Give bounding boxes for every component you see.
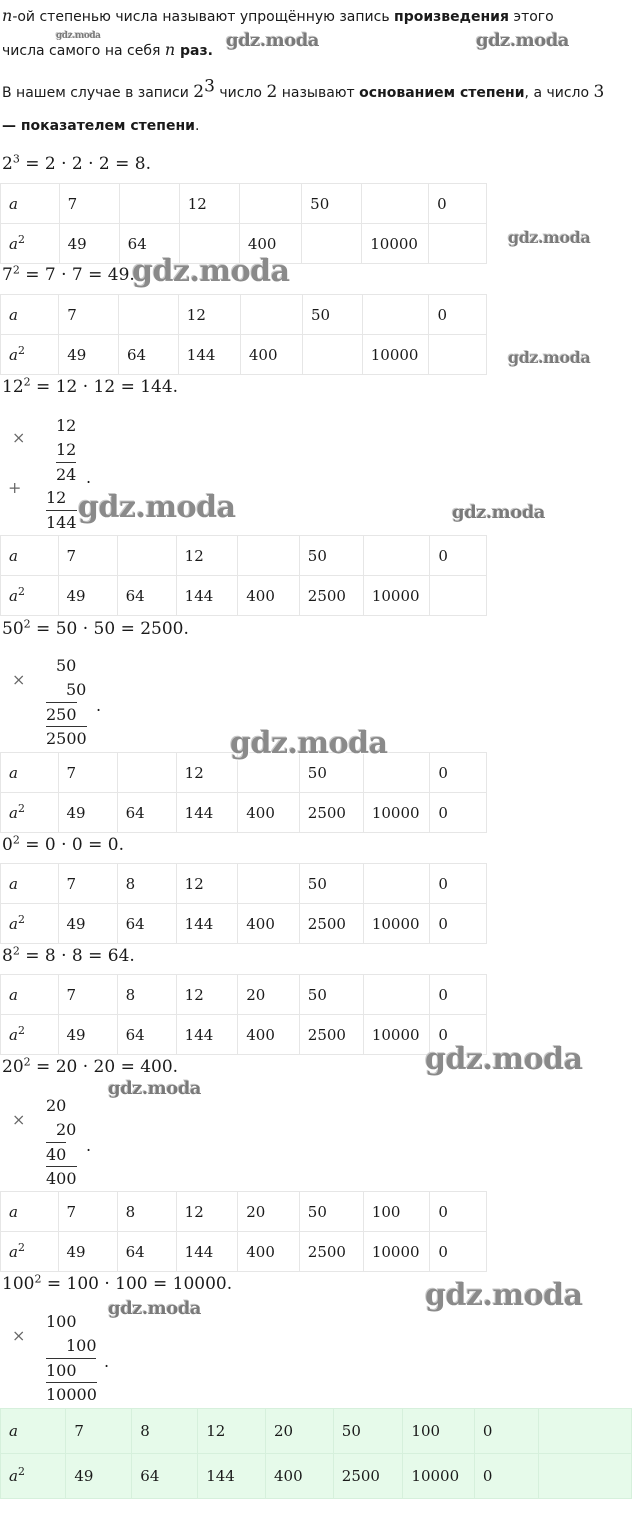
table-cell: 12 (178, 295, 240, 335)
row-label: a (1, 184, 60, 224)
table-cell (362, 184, 429, 224)
table-cell: 0 (430, 536, 487, 576)
table-cell: 64 (117, 1015, 176, 1055)
table-cell: 12 (176, 536, 238, 576)
row-label: a (1, 975, 59, 1015)
watermark-text: gdz.moda (108, 1298, 201, 1319)
table-cell: 0 (430, 1192, 487, 1232)
table-cell: 12 (176, 1192, 238, 1232)
powers-table-3 (0, 535, 487, 616)
row-label: a (1, 536, 59, 576)
eq-rest: = 7 · 7 = 49. (19, 265, 135, 285)
factor-a: 12 (56, 416, 77, 435)
intro-bold: произведения (394, 9, 509, 25)
partial-1: 100 (46, 1358, 96, 1383)
table-cell: 49 (58, 576, 117, 616)
factor-b: 100 (66, 1336, 97, 1355)
table-row (1, 1232, 487, 1272)
table-cell: 64 (117, 1232, 176, 1272)
eq-exp: 2 (34, 1272, 42, 1286)
table-cell: 12 (176, 753, 238, 793)
table-cell: 10000 (362, 224, 429, 264)
table-cell (363, 536, 430, 576)
table-cell: 100 (403, 1409, 474, 1454)
p2-text-a: В нашем случае в записи (2, 85, 194, 101)
table-cell: 20 (238, 975, 300, 1015)
table-cell (363, 864, 430, 904)
table-cell: 49 (66, 1454, 132, 1499)
table-cell (429, 335, 487, 375)
p2-bold-2: — показателем степени (2, 118, 195, 134)
table-cell (302, 224, 362, 264)
powers-table-5 (0, 863, 487, 944)
table-cell: 50 (299, 975, 363, 1015)
intro-text-end: этого (508, 9, 554, 25)
watermark-text: gdz.moda (508, 228, 591, 247)
row-label: a (1, 1409, 66, 1454)
table-cell: 12 (176, 864, 238, 904)
table-cell: 0 (430, 904, 487, 944)
intro-text: -ой степенью числа называют упрощённую запись (12, 9, 395, 25)
times-sign: × (12, 1110, 26, 1129)
table-cell: 144 (176, 904, 238, 944)
table-cell: 49 (58, 793, 117, 833)
table-cell (240, 295, 302, 335)
table-cell: 144 (176, 1232, 238, 1272)
row-label: $a^2$ (1, 1015, 59, 1055)
table-cell: 12 (176, 975, 238, 1015)
watermark-text: gdz.moda (132, 254, 290, 289)
table-cell: 0 (430, 753, 487, 793)
eq-rest: = 20 · 20 = 400. (30, 1057, 179, 1077)
dot: . (104, 1352, 110, 1371)
table-cell: 7 (58, 864, 117, 904)
table-cell: 10000 (403, 1454, 474, 1499)
factor-a: 100 (46, 1312, 77, 1331)
table-cell (362, 295, 429, 335)
table-cell (429, 224, 487, 264)
eq-base: 7 (2, 265, 13, 285)
table-row (1, 1409, 632, 1454)
table-cell: 0 (430, 864, 487, 904)
intro-text-2: числа самого на себя (2, 43, 165, 59)
watermark-text: gdz.moda (230, 726, 388, 761)
p2-base: 2 (193, 82, 205, 102)
table-cell: 7 (58, 975, 117, 1015)
watermark-text: gdz.moda (226, 30, 319, 51)
table-cell-empty (538, 1409, 631, 1454)
row-label: $a^2$ (1, 904, 59, 944)
table-cell: 400 (238, 793, 300, 833)
intro-paragraph-1 (2, 6, 622, 27)
p2-bold-1: основанием степени (359, 85, 525, 101)
partial-1: 250 (46, 702, 77, 727)
row-label: $a^2$ (1, 1232, 59, 1272)
partial-1: 40 (46, 1142, 66, 1167)
table-cell: 50 (299, 1192, 363, 1232)
table-row (1, 536, 487, 576)
table-cell (363, 975, 430, 1015)
row-label: $a^2$ (1, 576, 59, 616)
table-cell: 7 (59, 295, 119, 335)
eq-base: 20 (2, 1057, 24, 1077)
result: 144 (46, 510, 77, 535)
plus-sign: + (8, 478, 22, 497)
eq-base: 8 (2, 946, 13, 966)
watermark-text: gdz.moda (108, 1078, 201, 1099)
table-row (1, 1192, 487, 1232)
table-row (1, 864, 487, 904)
table-cell: 400 (239, 224, 301, 264)
table-cell: 7 (66, 1409, 132, 1454)
partial-2: 12 (46, 488, 67, 507)
intro-paragraph-2-end (2, 116, 199, 136)
dot: . (86, 468, 92, 487)
table-cell (119, 295, 179, 335)
table-cell: 0 (430, 1015, 487, 1055)
row-label: a (1, 753, 59, 793)
eq-base: 0 (2, 835, 13, 855)
p2-num-2: 3 (593, 82, 605, 102)
table-cell: 20 (266, 1409, 334, 1454)
table-cell: 64 (117, 576, 176, 616)
result: 400 (46, 1166, 77, 1191)
table-cell: 49 (59, 335, 119, 375)
factor-b: 50 (66, 680, 87, 699)
powers-table-final (0, 1408, 632, 1499)
equation-0-squared (2, 835, 124, 855)
table-cell: 400 (238, 904, 300, 944)
row-label: a (1, 864, 59, 904)
p2-text-b: число (214, 85, 267, 101)
table-cell: 400 (240, 335, 302, 375)
row-label: $a^2$ (1, 224, 60, 264)
watermark-text: gdz.moda (425, 1042, 583, 1077)
eq-rest: = 0 · 0 = 0. (19, 835, 124, 855)
eq-rest: = 100 · 100 = 10000. (41, 1274, 233, 1294)
factor-a: 20 (46, 1096, 67, 1115)
table-cell: 50 (302, 184, 362, 224)
table-cell (117, 536, 176, 576)
equation-8-squared (2, 946, 135, 966)
table-cell: 144 (198, 1454, 266, 1499)
p2-exp: 3 (204, 76, 215, 97)
table-cell: 2500 (333, 1454, 403, 1499)
equation-12-squared (2, 377, 178, 397)
intro-bold-2: раз. (175, 43, 213, 59)
var-n: n (2, 6, 13, 25)
eq-exp: 3 (12, 152, 20, 166)
table-cell: 10000 (362, 335, 429, 375)
p2-num: 2 (266, 82, 278, 102)
table-cell: 2500 (299, 576, 363, 616)
table-cell: 2500 (299, 904, 363, 944)
table-row (1, 793, 487, 833)
watermark-text: gdz.moda (56, 31, 101, 41)
table-cell: 400 (238, 576, 300, 616)
eq-rest: = 50 · 50 = 2500. (30, 619, 189, 639)
watermark-text: gdz.moda (476, 30, 569, 51)
table-cell: 49 (58, 1232, 117, 1272)
eq-rest: = 12 · 12 = 144. (30, 377, 179, 397)
table-cell: 0 (474, 1454, 538, 1499)
eq-exp: 2 (12, 263, 20, 277)
table-cell: 400 (266, 1454, 334, 1499)
table-cell (302, 335, 362, 375)
table-cell: 2500 (299, 1015, 363, 1055)
table-row (1, 1454, 632, 1499)
result: 10000 (46, 1382, 97, 1407)
table-cell: 0 (429, 184, 487, 224)
table-cell (119, 184, 179, 224)
dot: . (86, 1136, 92, 1155)
table-cell: 49 (58, 904, 117, 944)
eq-base: 100 (2, 1274, 35, 1294)
equation-7-squared (2, 265, 135, 285)
table-cell: 7 (58, 536, 117, 576)
eq-rest: = 8 · 8 = 64. (19, 946, 135, 966)
watermark-text: gdz.moda (425, 1278, 583, 1313)
table-cell: 0 (430, 793, 487, 833)
p2-text-c: называют (277, 85, 360, 101)
times-sign: × (12, 1326, 26, 1345)
table-cell: 49 (58, 1015, 117, 1055)
eq-rest: = 2 · 2 · 2 = 8. (19, 154, 152, 174)
powers-table-1 (0, 183, 487, 264)
table-row (1, 1015, 487, 1055)
table-cell: 50 (302, 295, 362, 335)
table-cell: 10000 (363, 1232, 430, 1272)
table-row (1, 184, 487, 224)
table-cell: 64 (117, 904, 176, 944)
table-cell: 64 (132, 1454, 198, 1499)
table-cell (430, 576, 487, 616)
powers-table-7 (0, 1191, 487, 1272)
times-sign: × (12, 670, 26, 689)
powers-table-4 (0, 752, 487, 833)
watermark-text: gdz.moda (508, 348, 591, 367)
table-cell: 64 (119, 224, 179, 264)
table-cell: 50 (299, 536, 363, 576)
powers-table-2 (0, 294, 487, 375)
p2-text-e: . (194, 118, 200, 134)
row-label: $a^2$ (1, 793, 59, 833)
table-cell (239, 184, 301, 224)
equation-50-squared (2, 619, 189, 639)
table-cell: 144 (176, 576, 238, 616)
var-n-2: n (164, 40, 176, 59)
table-cell: 2500 (299, 793, 363, 833)
times-sign: × (12, 428, 26, 447)
table-cell: 50 (333, 1409, 403, 1454)
table-row (1, 904, 487, 944)
factor-b: 20 (56, 1120, 77, 1139)
table-cell: 7 (58, 1192, 117, 1232)
table-cell: 400 (238, 1232, 300, 1272)
table-cell: 12 (179, 184, 239, 224)
row-label: $a^2$ (1, 335, 59, 375)
equation-20-squared (2, 1057, 178, 1077)
powers-table-6 (0, 974, 487, 1055)
table-cell: 7 (58, 753, 117, 793)
table-cell (238, 864, 300, 904)
equation-2-cubed (2, 154, 151, 174)
table-cell: 7 (59, 184, 119, 224)
table-row (1, 295, 487, 335)
table-cell: 2500 (299, 1232, 363, 1272)
watermark-text: gdz.moda (452, 502, 545, 523)
eq-base: 12 (2, 377, 24, 397)
table-cell: 144 (176, 793, 238, 833)
table-cell: 49 (59, 224, 119, 264)
eq-exp: 2 (23, 1055, 31, 1069)
table-cell: 144 (176, 1015, 238, 1055)
table-cell: 0 (430, 1232, 487, 1272)
table-cell-empty (538, 1454, 631, 1499)
eq-exp: 2 (23, 617, 31, 631)
eq-base: 50 (2, 619, 24, 639)
table-cell (117, 753, 176, 793)
eq-exp: 2 (23, 375, 31, 389)
watermark-text: gdz.moda (78, 490, 236, 525)
factor-b: 12 (56, 440, 77, 459)
table-cell (238, 536, 300, 576)
table-cell: 400 (238, 1015, 300, 1055)
intro-paragraph-2 (2, 76, 632, 103)
table-cell: 64 (119, 335, 179, 375)
factor-a: 50 (56, 656, 77, 675)
table-cell: 10000 (363, 1015, 430, 1055)
table-cell: 8 (117, 1192, 176, 1232)
table-cell: 10000 (363, 576, 430, 616)
row-label: $a^2$ (1, 1454, 66, 1499)
table-cell: 0 (429, 295, 487, 335)
table-cell: 144 (178, 335, 240, 375)
table-cell: 50 (299, 753, 363, 793)
dot: . (96, 696, 102, 715)
table-cell: 20 (238, 1192, 300, 1232)
p2-text-d: , а число (524, 85, 594, 101)
row-label: a (1, 1192, 59, 1232)
table-row (1, 975, 487, 1015)
table-cell: 100 (363, 1192, 430, 1232)
eq-base: 2 (2, 154, 13, 174)
table-row (1, 576, 487, 616)
table-row (1, 335, 487, 375)
table-cell: 50 (299, 864, 363, 904)
table-cell: 10000 (363, 904, 430, 944)
table-cell: 64 (117, 793, 176, 833)
table-cell: 0 (474, 1409, 538, 1454)
table-cell: 8 (117, 975, 176, 1015)
partial-1: 24 (56, 462, 76, 487)
table-cell: 0 (430, 975, 487, 1015)
table-cell: 8 (132, 1409, 198, 1454)
table-cell: 10000 (363, 793, 430, 833)
result: 2500 (46, 726, 87, 751)
row-label: a (1, 295, 59, 335)
table-cell: 12 (198, 1409, 266, 1454)
equation-100-squared (2, 1274, 232, 1294)
eq-exp: 2 (12, 944, 20, 958)
table-cell: 8 (117, 864, 176, 904)
eq-exp: 2 (12, 833, 20, 847)
